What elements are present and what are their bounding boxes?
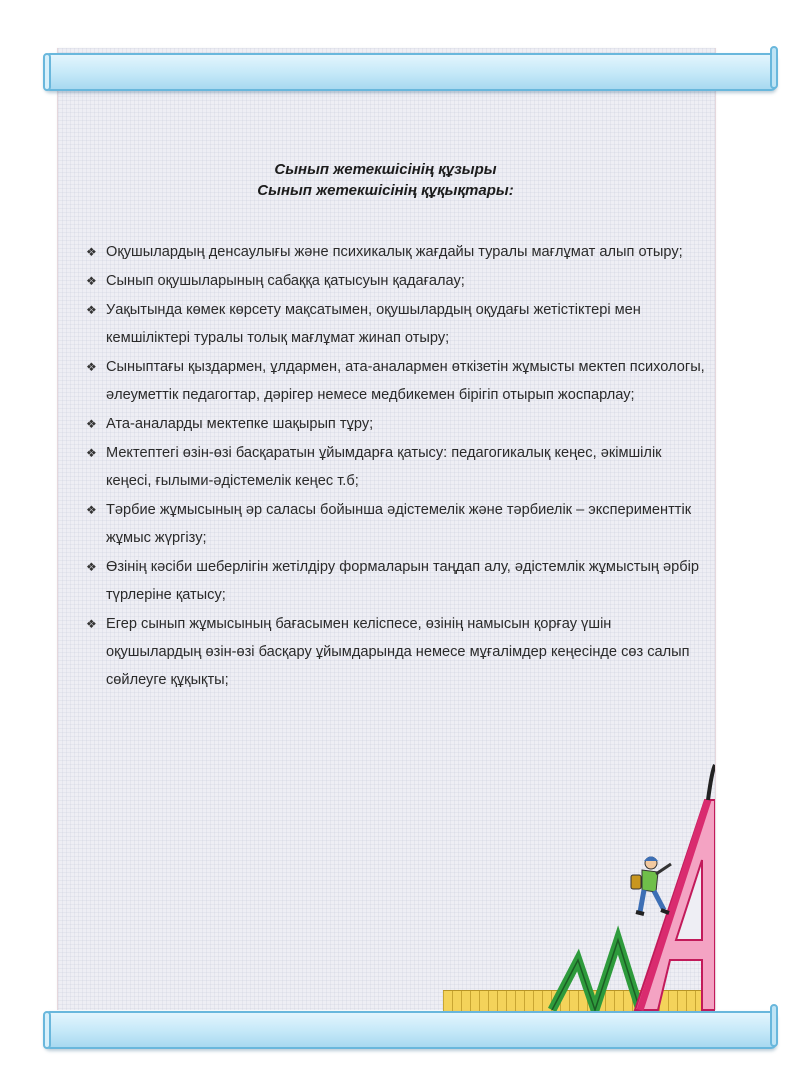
list-item — [86, 267, 708, 295]
list-item — [86, 410, 708, 438]
climber-arm — [656, 864, 671, 874]
bullet-icon: ❖ — [86, 446, 97, 460]
bullet-icon: ❖ — [86, 503, 97, 517]
list-item — [86, 439, 708, 495]
list-item-text: Тәрбие жұмысының әр саласы бойынша әдістемелік және тәрбиелік – эксперименттік жұмыс жүргізу; — [106, 502, 692, 546]
dark-arch — [708, 765, 715, 800]
climber-backpack — [631, 875, 641, 889]
rights-list — [86, 238, 708, 695]
list-item-text: Уақытында көмек көрсету мақсатымен, оқушылардың оқудағы жетістіктері мен кемшіліктері туралы толық мағлұмат жинап отыру; — [106, 302, 641, 346]
document-title: Сынып жетекшісінің құзыры — [274, 161, 497, 178]
list-item — [86, 610, 708, 694]
list-item-text: Оқушылардың денсаулығы және психикалық жағдайы туралы мағлұмат алып отыру; — [106, 244, 683, 260]
list-item — [86, 553, 708, 609]
list-item-text: Сынып оқушыларының сабаққа қатысуын қадағалау; — [106, 273, 465, 289]
list-item-text: Мектептегі өзін-өзі басқаратын ұйымдарға қатысу: педагогикалық кеңес, әкімшілік кеңесі, ғылыми-әдістемелік кеңес т.б; — [106, 445, 662, 489]
list-item-text: Ата-аналарды мектепке шақырып тұру; — [106, 416, 374, 432]
bottom-scroll-banner — [44, 1011, 777, 1049]
bullet-icon: ❖ — [86, 303, 97, 317]
climber-cap — [644, 857, 658, 862]
list-item — [86, 496, 708, 552]
list-item-text: Сыныптағы қыздармен, ұлдармен, ата-аналармен өткізетін жұмысты мектеп психологы, әлеуметтік педагогтар, дәрігер немесе медбикемен бірігіп отырып жоспарлау; — [106, 359, 705, 403]
green-letter-shape — [552, 940, 640, 1010]
bullet-icon: ❖ — [86, 245, 97, 259]
bullet-icon: ❖ — [86, 360, 97, 374]
bullet-icon: ❖ — [86, 274, 97, 288]
list-item — [86, 296, 708, 352]
top-scroll-banner — [44, 53, 777, 91]
climber-legs — [640, 890, 664, 912]
list-item-text: Егер сынып жұмысының бағасымен келіспесе, өзінің намысын қорғау үшін оқушылардың өзін-өзі басқару ұйымдарында немесе мұғалімдер кеңесінде сөз салып сөйлеуге құқықты; — [106, 616, 690, 688]
document-subtitle: Сынып жетекшісінің құқықтары: — [257, 182, 514, 199]
bullet-icon: ❖ — [86, 417, 97, 431]
list-item — [86, 353, 708, 409]
list-item — [86, 238, 708, 266]
climbing-letter-a-illustration — [540, 760, 715, 1012]
bullet-icon: ❖ — [86, 560, 97, 574]
bullet-icon: ❖ — [86, 617, 97, 631]
list-item-text: Өзінің кәсіби шеберлігін жетілдіру формаларын таңдап алу, әдістемлік жұмыстың әрбір түрлеріне қатысу; — [106, 559, 699, 603]
